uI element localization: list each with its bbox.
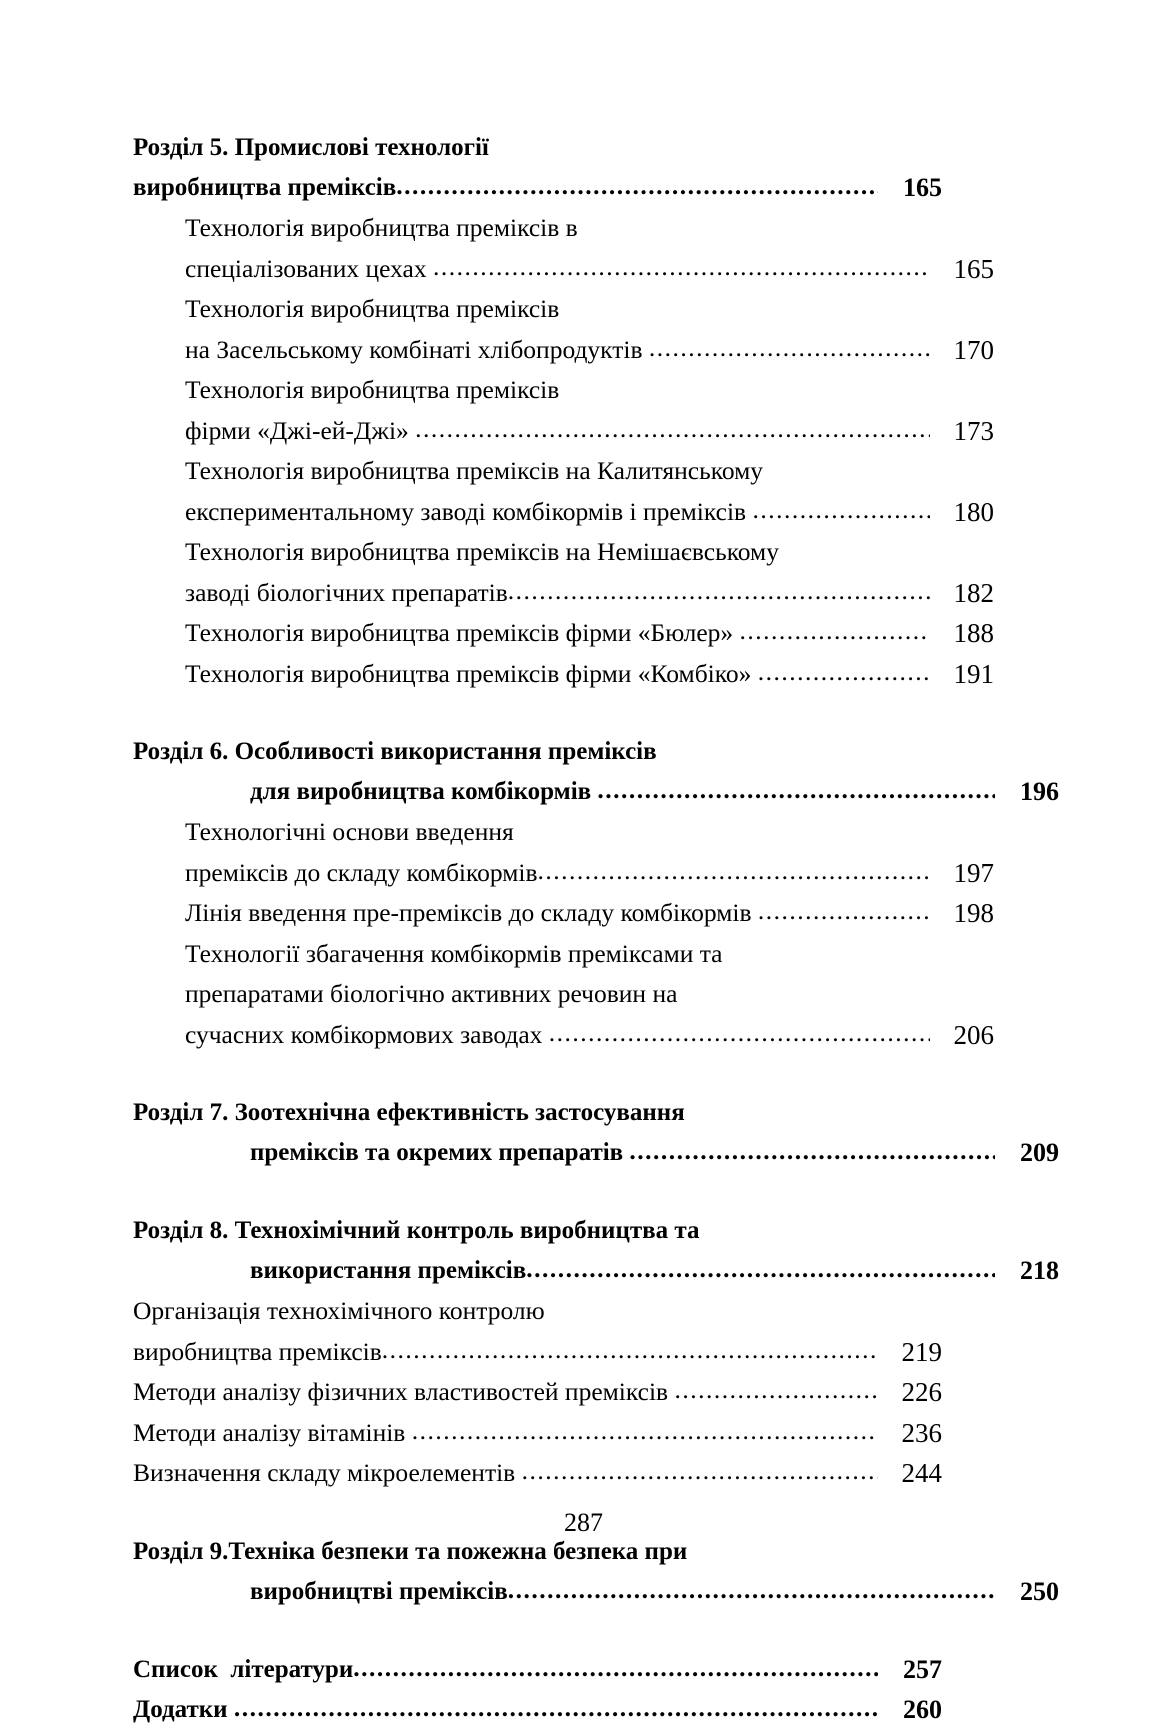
dot-leader — [508, 1587, 995, 1612]
dot-leader — [758, 908, 930, 934]
toc-page-number[interactable]: 180 — [953, 496, 994, 527]
section-spacer — [133, 1612, 942, 1650]
toc-page-number[interactable]: 198 — [953, 898, 994, 928]
toc-page-number[interactable]: 257 — [903, 1654, 942, 1684]
toc-entry-title: Технологія виробництва преміксів фірми «Комбіко» — [185, 658, 758, 688]
toc-entry-line[interactable]: Технологія виробництва преміксів — [185, 375, 560, 404]
toc-entry-row[interactable] — [185, 249, 994, 290]
dot-leader — [234, 1705, 878, 1730]
toc-page-number[interactable]: 170 — [953, 334, 994, 365]
toc-entry-title: Список літератури — [133, 1655, 354, 1683]
toc-entry-row[interactable] — [185, 411, 994, 452]
toc-page-number[interactable]: 219 — [901, 1336, 942, 1367]
toc-entry-title: фірми «Джі-ей-Джі» — [185, 415, 416, 445]
toc-page-number[interactable]: 236 — [901, 1417, 942, 1448]
dot-leader — [597, 787, 995, 812]
toc-entry-row[interactable] — [185, 853, 994, 894]
toc-entry-title: заводі біологічних препаратів — [185, 577, 508, 607]
dot-leader — [433, 264, 930, 290]
toc-page-number[interactable]: 244 — [901, 1458, 942, 1488]
section-spacer — [133, 1173, 942, 1211]
toc-chapter-line[interactable]: Розділ 8. Технохімічний контроль виробництва та — [133, 1217, 700, 1244]
toc-entry-row[interactable] — [185, 654, 994, 695]
toc-page-number[interactable]: 218 — [1020, 1256, 1059, 1285]
toc-page-number[interactable]: 260 — [903, 1694, 942, 1724]
toc-entry-line[interactable]: Технології збагачення комбікормів преміксами та — [185, 938, 723, 968]
toc-chapter-line[interactable]: Розділ 7. Зоотехнічна ефективність застосування — [133, 1099, 685, 1126]
toc-entry-title: Визначення складу мікроелементів — [133, 1458, 522, 1487]
toc-chapter-line[interactable]: Розділ 5. Промислові технології — [133, 134, 489, 161]
section-spacer — [133, 1055, 942, 1093]
toc-entry-line[interactable]: Технологія виробництва преміксів на Калитянському — [185, 456, 763, 485]
toc-page-number[interactable]: 173 — [953, 415, 994, 446]
toc-entry-row[interactable] — [185, 893, 994, 934]
dot-leader — [526, 1266, 995, 1291]
toc-entry-list — [133, 128, 1059, 1730]
toc-entry-row[interactable] — [133, 1372, 942, 1413]
toc-page-number[interactable]: 197 — [953, 857, 994, 888]
toc-entry-row[interactable] — [133, 1413, 942, 1454]
dot-leader — [522, 1468, 878, 1494]
toc-entry-title: спеціалізованих цехах — [185, 253, 433, 283]
dot-leader — [674, 1387, 878, 1413]
page-folio: 287 — [564, 1508, 603, 1537]
dot-leader — [415, 426, 930, 452]
toc-entry-row[interactable] — [133, 1453, 942, 1494]
toc-entry-row[interactable] — [185, 1015, 994, 1056]
dot-leader — [752, 507, 930, 533]
toc-page-number[interactable]: 191 — [953, 658, 994, 689]
toc-entry-line[interactable]: препаратами біологічно активних речовин на — [185, 979, 678, 1008]
toc-entry-title: Методи аналізу фізичних властивостей преміксів — [133, 1377, 675, 1406]
dot-leader — [412, 1428, 878, 1454]
dot-leader — [396, 183, 878, 208]
dot-leader — [382, 1347, 878, 1373]
toc-chapter-row[interactable] — [250, 1133, 1059, 1173]
toc-entry-title: преміксів до складу комбікормів — [185, 857, 538, 887]
toc-entry-title: Додатки — [133, 1695, 234, 1723]
toc-entry-line[interactable]: Технологія виробництва преміксів в — [185, 213, 578, 242]
toc-page-number[interactable]: 182 — [953, 577, 994, 608]
toc-page-number[interactable]: 165 — [903, 173, 942, 202]
toc-entry-row[interactable] — [185, 492, 994, 533]
toc-entry-title: виробництва преміксів — [133, 174, 397, 201]
toc-entry-title: на Засельському комбінаті хлібопродуктів — [185, 334, 649, 364]
dot-leader — [649, 345, 930, 371]
toc-page-number[interactable]: 226 — [901, 1377, 942, 1407]
toc-page-number[interactable]: 196 — [1020, 777, 1059, 806]
toc-chapter-line[interactable]: Розділ 9.Техніка безпеки та пожежна безпека при — [133, 1537, 688, 1565]
toc-entry-row[interactable] — [133, 1332, 942, 1373]
toc-entry-title: Технологія виробництва преміксів фірми «Бюлер» — [185, 618, 740, 647]
toc-entry-row[interactable] — [185, 330, 994, 371]
toc-page-number[interactable]: 165 — [953, 253, 994, 284]
toc-chapter-row[interactable] — [250, 1572, 1059, 1612]
toc-chapter-row[interactable] — [133, 168, 942, 208]
toc-entry-title: для виробництва комбікормів — [250, 778, 598, 805]
toc-entry-line[interactable]: Технологія виробництва преміксів — [185, 294, 560, 323]
dot-leader — [740, 628, 930, 654]
toc-entry-title: експериментальному заводі комбікормів і преміксів — [185, 496, 753, 526]
toc-entry-title: використання преміксів — [250, 1257, 527, 1284]
toc-page-number[interactable]: 250 — [1020, 1576, 1059, 1606]
toc-entry-title: Лінія введення пре-преміксів до складу комбікормів — [185, 898, 758, 927]
toc-entry-line[interactable]: Організація технохімічного контролю — [133, 1296, 545, 1325]
dot-leader — [537, 868, 930, 894]
dot-leader — [353, 1665, 878, 1690]
toc-entry-title: сучасних комбікормових заводах — [185, 1019, 549, 1049]
toc-entry-title: преміксів та окремих препаратів — [250, 1139, 630, 1166]
dot-leader — [508, 588, 930, 614]
dot-leader — [629, 1148, 995, 1173]
toc-entry-title: виробництва преміксів — [133, 1336, 382, 1366]
dot-leader — [549, 1030, 930, 1056]
toc-chapter-row[interactable] — [250, 772, 1059, 812]
toc-entry-line[interactable]: Технологія виробництва преміксів на Немішаєвському — [185, 537, 779, 566]
toc-chapter-line[interactable]: Розділ 6. Особливості використання преміксів — [133, 738, 657, 765]
dot-leader — [758, 669, 930, 695]
toc-page-number[interactable]: 209 — [1020, 1138, 1059, 1167]
toc-page-number[interactable]: 206 — [953, 1019, 994, 1050]
toc-entry-row[interactable] — [185, 573, 994, 614]
toc-entry-title: виробництві преміксів — [250, 1577, 508, 1605]
toc-entry-row[interactable] — [185, 613, 994, 654]
toc-chapter-row[interactable] — [250, 1251, 1059, 1291]
toc-page-number[interactable]: 188 — [953, 618, 994, 648]
toc-chapter-row[interactable] — [133, 1650, 942, 1690]
section-spacer — [133, 694, 942, 732]
toc-entry-title: Методи аналізу вітамінів — [133, 1417, 412, 1447]
toc-entry-line[interactable]: Технологічні основи введення — [185, 817, 514, 846]
toc-chapter-row[interactable] — [133, 1690, 942, 1730]
